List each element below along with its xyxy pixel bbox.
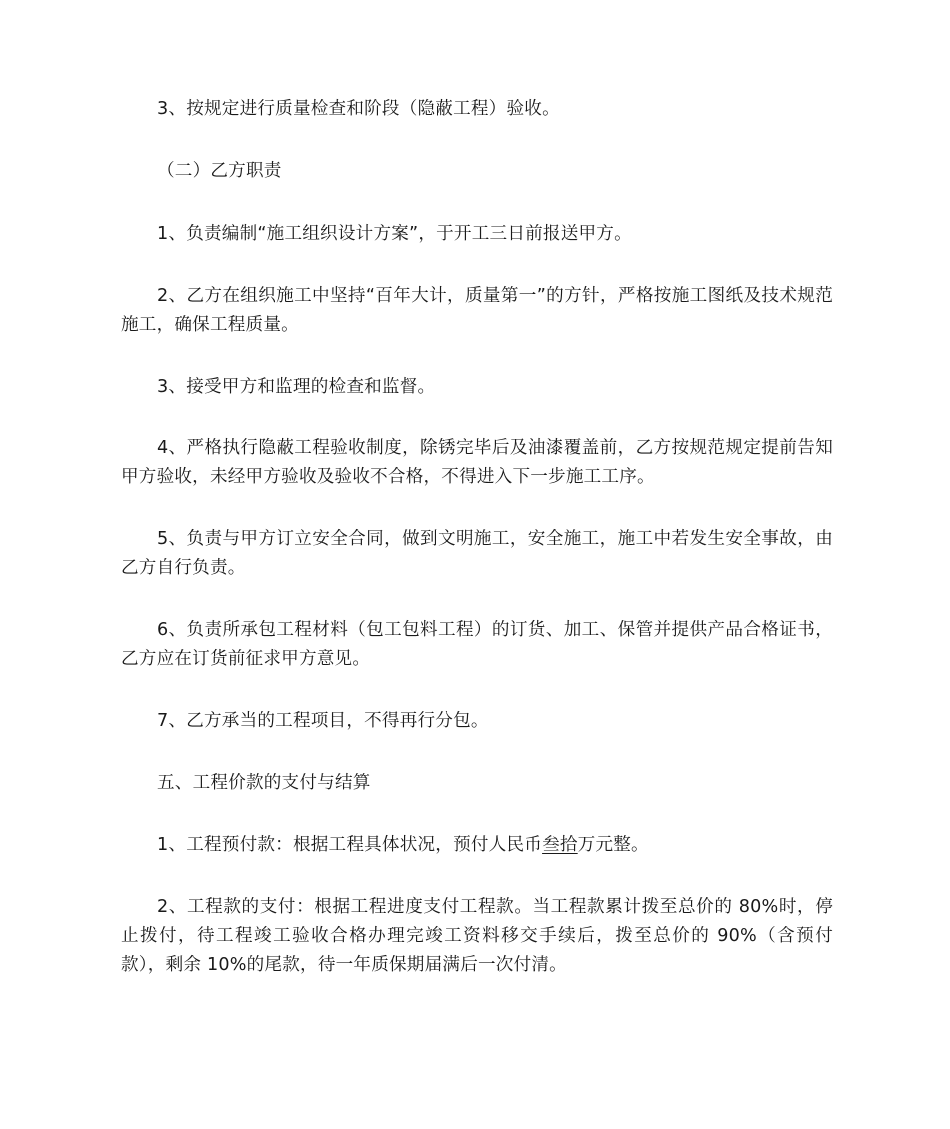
advance-payment-amount: 叁拾 — [542, 835, 578, 855]
paragraph-progress-payment: 2、工程款的支付：根据工程进度支付工程款。当工程款累计拨至总价的 80%时，停止拨付，待工程竣工验收合格办理完竣工资料移交手续后，拨至总价的 90%（含预付款），剩余 10%的尾款，待一年质保期届满后一次付清。 — [121, 897, 833, 975]
advance-payment-prefix: 1、工程预付款：根据工程具体状况，预付人民币 — [157, 835, 543, 855]
paragraph-construction-plan: 1、负责编制“施工组织设计方案”，于开工三日前报送甲方。 — [157, 224, 632, 244]
section-heading-payment: 五、工程价款的支付与结算 — [157, 773, 371, 793]
paragraph-materials: 6、负责所承包工程材料（包工包料工程）的订货、加工、保管并提供产品合格证书，乙方应在订货前征求甲方意见。 — [121, 620, 833, 669]
paragraph-concealed-acceptance: 4、严格执行隐蔽工程验收制度，除锈完毕后及油漆覆盖前，乙方按规范规定提前告知甲方验收，未经甲方验收及验收不合格，不得进入下一步施工工序。 — [121, 438, 833, 487]
paragraph-safety-contract: 5、负责与甲方订立安全合同，做到文明施工，安全施工，施工中若发生安全事故，由乙方自行负责。 — [121, 529, 833, 578]
paragraph-supervision: 3、接受甲方和监理的检查和监督。 — [157, 377, 436, 397]
paragraph-no-subcontract: 7、乙方承当的工程项目，不得再行分包。 — [157, 711, 489, 731]
paragraph-quality-inspection: 3、按规定进行质量检查和阶段（隐蔽工程）验收。 — [157, 99, 560, 119]
section-heading-party-b-duties: （二）乙方职责 — [157, 161, 282, 181]
advance-payment-suffix: 万元整。 — [577, 835, 649, 855]
paragraph-advance-payment — [121, 831, 833, 860]
paragraph-quality-policy: 2、乙方在组织施工中坚持“百年大计，质量第一”的方针，严格按施工图纸及技术规范施工，确保工程质量。 — [121, 286, 833, 335]
